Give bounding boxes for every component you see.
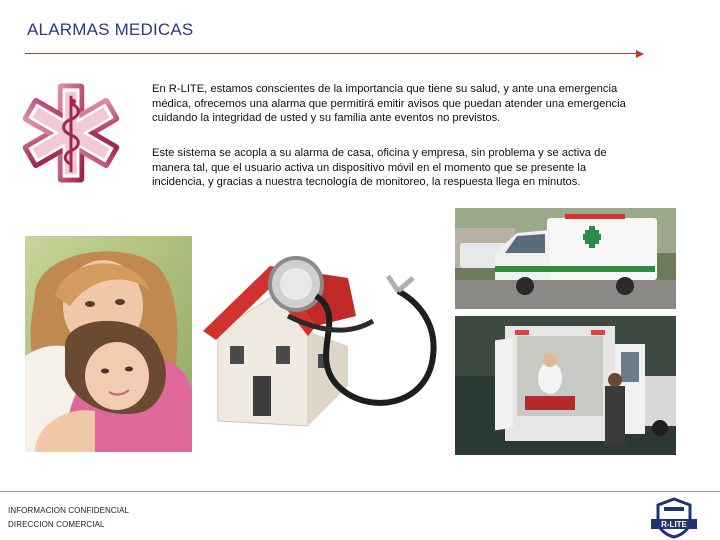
logo-text: R-LITE xyxy=(661,520,687,529)
house-with-stethoscope-photo xyxy=(198,236,448,454)
title-rule-arrow xyxy=(636,50,644,58)
page-title: ALARMAS MEDICAS xyxy=(27,20,194,39)
star-of-life-icon xyxy=(22,82,120,184)
ambulance-loading-patient-photo xyxy=(455,316,676,455)
r-lite-logo xyxy=(650,497,698,539)
ambulance-exterior-photo xyxy=(455,208,676,309)
footer-divider xyxy=(0,491,720,492)
footer-department: DIRECCION COMERCIAL xyxy=(8,520,105,529)
footer-confidential: INFORMACION CONFIDENCIAL xyxy=(8,506,130,515)
system-paragraph: Este sistema se acopla a su alarma de casa, oficina y empresa, sin problema y se activa de manera tal, que el usuario activa un dispositivo móvil en el momento que se presente la incidencia, y gracias a nuestra tecnología de monitoreo, la respuesta llega en minutos. xyxy=(152,147,607,189)
title-rule xyxy=(25,53,637,54)
intro-paragraph: En R-LITE, estamos conscientes de la importancia que tiene su salud, y ante una emergencia médica, ofrecemos una alarma que permitirá emitir avisos que puedan atender una emergencia cuidando la integridad de usted y su familia ante eventos no previstos. xyxy=(152,83,626,125)
mother-and-daughter-photo xyxy=(25,236,192,452)
